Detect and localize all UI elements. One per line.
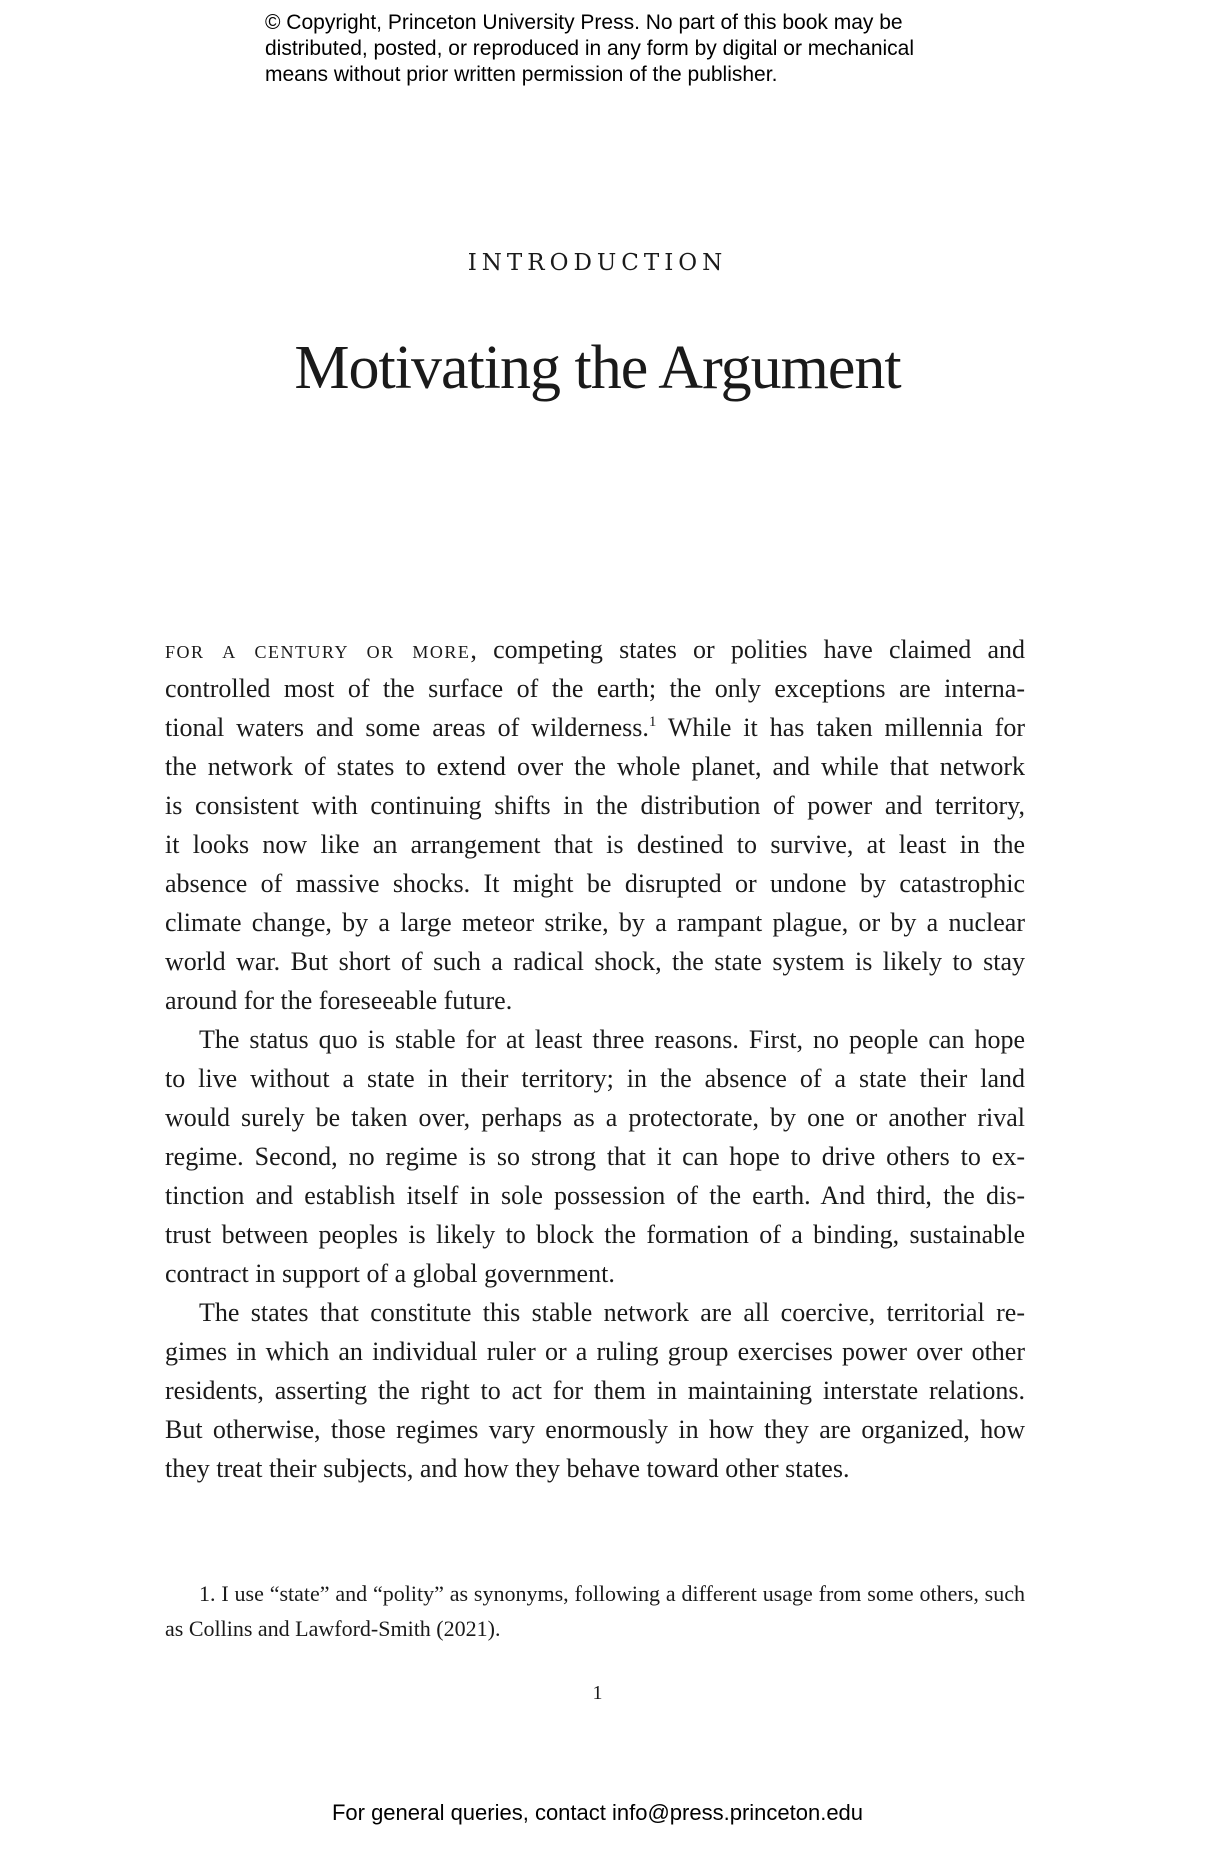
footnote-line: 1. I use “state” and “polity” as synonyms, following a different usage from some others, such [199, 1581, 1025, 1606]
paragraph-line: the network of states to extend over the whole planet, and while that network [165, 752, 1025, 781]
paragraph-line: is consistent with continuing shifts in the distribution of power and territory, [165, 791, 1025, 820]
contact-footer: For general queries, contact info@press.princeton.edu [331, 1800, 864, 1825]
copyright-notice [265, 10, 1025, 88]
footnote [165, 1576, 1025, 1646]
paragraph-line: gimes in which an individual ruler or a ruling group exercises power over other [165, 1337, 1025, 1366]
footnote-reference[interactable]: 1 [648, 714, 657, 730]
paragraph-line: around for the foreseeable future. [165, 986, 513, 1015]
paragraph-line [165, 630, 1025, 669]
paragraph-line: would surely be taken over, perhaps as a protectorate, by one or another rival [165, 1103, 1025, 1132]
paragraph-line: to live without a state in their territory; in the absence of a state their land [165, 1064, 1025, 1093]
copyright-line: © Copyright, Princeton University Press. No part of this book may be [265, 11, 903, 34]
page-number: 1 [592, 1682, 603, 1704]
paragraph-line: world war. But short of such a radical shock, the state system is likely to stay [165, 947, 1025, 976]
paragraph-line: But otherwise, those regimes vary enormously in how they are organized, how [165, 1415, 1025, 1444]
paragraph-line: controlled most of the surface of the earth; the only exceptions are interna- [165, 674, 1025, 703]
paragraph-line: tinction and establish itself in sole possession of the earth. And third, the dis- [165, 1181, 1025, 1210]
copyright-line: distributed, posted, or reproduced in any form by digital or mechanical [265, 37, 915, 60]
paragraph-line: contract in support of a global government. [165, 1259, 615, 1288]
paragraph-line: absence of massive shocks. It might be disrupted or undone by catastrophic [165, 869, 1025, 898]
paragraph-lead: for a century or more [165, 635, 471, 664]
footnote-line: as Collins and Lawford-Smith (2021). [165, 1616, 501, 1641]
paragraph-line: residents, asserting the right to act for them in maintaining interstate relations. [165, 1376, 1025, 1405]
paragraph-line: climate change, by a large meteor strike, by a rampant plague, or by a nuclear [165, 908, 1025, 937]
paragraph-text: While it has taken millennia for [656, 713, 1025, 742]
paragraph-line: it looks now like an arrangement that is destined to survive, at least in the [165, 830, 1025, 859]
paragraph-line [165, 708, 1025, 747]
paragraph-line: trust between peoples is likely to block the formation of a binding, sustainable [165, 1220, 1025, 1249]
paragraph-line: they treat their subjects, and how they behave toward other states. [165, 1454, 850, 1483]
paragraph-line: The status quo is stable for at least three reasons. First, no people can hope [199, 1025, 1025, 1054]
paragraph-line: The states that constitute this stable network are all coercive, territorial re- [199, 1298, 1025, 1327]
body-text [165, 630, 1025, 1488]
chapter-kicker: INTRODUCTION [467, 250, 728, 276]
chapter-title: Motivating the Argument [294, 334, 901, 402]
paragraph-text: tional waters and some areas of wilderness. [165, 713, 649, 742]
copyright-line: means without prior written permission of the publisher. [265, 63, 778, 86]
paragraph-text: , competing states or polities have claimed and [470, 635, 1026, 664]
paragraph-line: regime. Second, no regime is so strong that it can hope to drive others to ex- [165, 1142, 1025, 1171]
